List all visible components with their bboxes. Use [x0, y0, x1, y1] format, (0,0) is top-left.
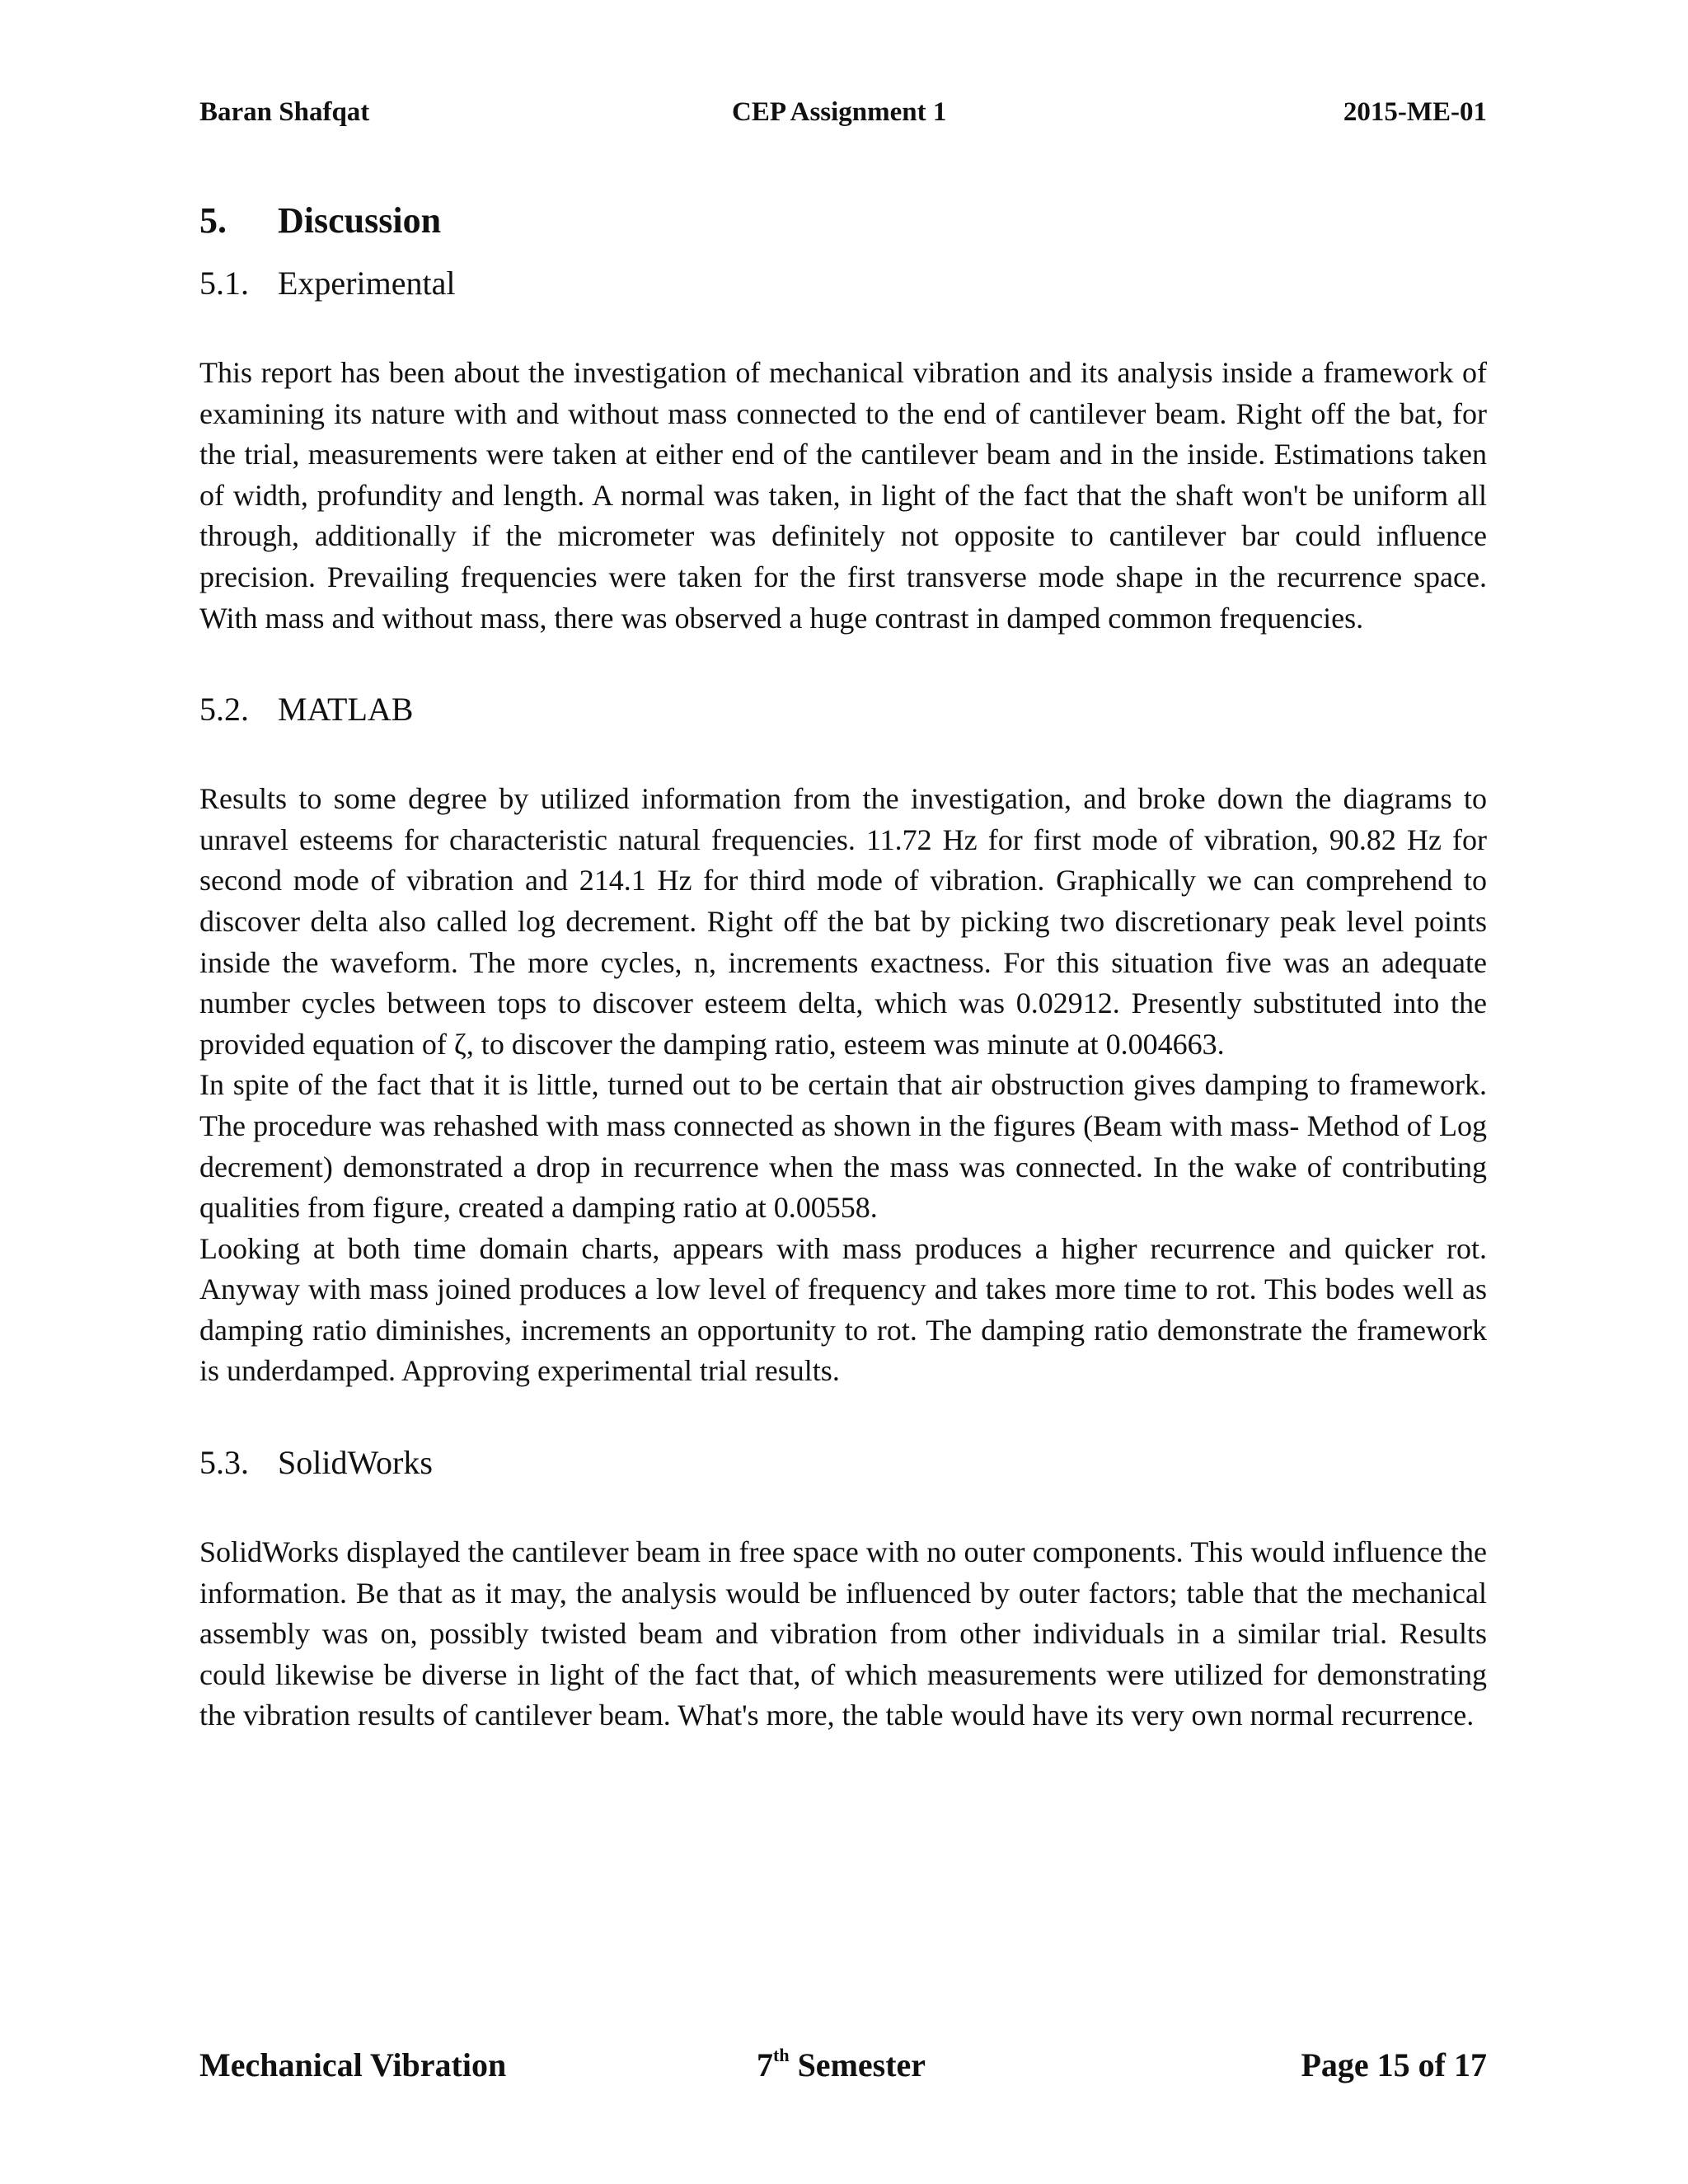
subsection-title: MATLAB: [278, 691, 414, 729]
footer-semester-number: 7: [757, 2046, 773, 2083]
footer-page-number: Page 15 of 17: [1301, 2046, 1487, 2083]
header-id: 2015-ME-01: [1343, 97, 1487, 127]
subsection-number: 5.1.: [199, 265, 249, 302]
subsection-title: SolidWorks: [278, 1444, 433, 1482]
page-footer: [199, 2046, 1487, 2084]
subsection-heading-matlab: [199, 688, 1487, 731]
paragraph-matlab-2: In spite of the fact that it is little, turned out to be certain that air obstruction gives damping to framework. The procedure was rehashed with mass connected as shown in the figures (Beam with mass- Method of Log decrement) demonstrated a drop in recurrence when the mass was connected. In the wake of contributing qualities from figure, created a damping ratio at 0.00558.: [199, 1068, 1487, 1225]
page-header: [199, 97, 1487, 128]
footer-semester-suffix: th: [773, 2045, 790, 2065]
paragraph-experimental: This report has been about the investigation of mechanical vibration and its analysis inside a framework of examining its nature with and without mass connected to the end of cantilever beam. Right off the bat, for the trial, measurements were taken at either end of the cantilever beam and in the inside. Estimations taken of width, profundity and length. A normal was taken, in light of the fact that the shaft won't be uniform all through, additionally if the micrometer was definitely not opposite to cantilever bar could influence precision. Prevailing frequencies were taken for the first transverse mode shape in the recurrence space. With mass and without mass, there was observed a huge contrast in damped common frequencies.: [199, 356, 1487, 635]
document-body: [199, 198, 1487, 1736]
section-number: 5.: [199, 200, 227, 241]
paragraph-matlab-1: Results to some degree by utilized information from the investigation, and broke down the diagrams to unravel esteems for characteristic natural frequencies. 11.72 Hz for first mode of vibration, 90.82 Hz for second mode of vibration and 214.1 Hz for third mode of vibration. Graphically we can comprehend to discover delta also called log decrement. Right off the bat by picking two discretionary peak level points inside the waveform. The more cycles, n, increments exactness. For this situation five was an adequate number cycles between tops to discover esteem delta, which was 0.02912. Presently substituted into the provided equation of ζ, to discover the damping ratio, esteem was minute at 0.004663.: [199, 782, 1487, 1061]
header-title: CEP Assignment 1: [732, 97, 947, 127]
subsection-title: Experimental: [278, 265, 456, 302]
paragraph-solidworks: SolidWorks displayed the cantilever beam in free space with no outer components. This would influence the information. Be that as it may, the analysis would be influenced by outer factors; table that the mechanical assembly was on, possibly twisted beam and vibration from other individuals in a similar trial. Results could likewise be diverse in light of the fact that, of which measurements were utilized for demonstrating the vibration results of cantilever beam. What's more, the table would have its very own normal recurrence.: [199, 1535, 1487, 1732]
subsection-heading-experimental: [199, 262, 1487, 305]
header-author: Baran Shafqat: [199, 97, 370, 127]
footer-course: Mechanical Vibration: [199, 2046, 507, 2083]
section-heading: [199, 198, 1487, 244]
paragraph-matlab-3: Looking at both time domain charts, appears with mass produces a higher recurrence and quicker rot. Anyway with mass joined produces a low level of frequency and takes more time to rot. This bodes well as damping ratio diminishes, increments an opportunity to rot. The damping ratio demonstrate the framework is underdamped. Approving experimental trial results.: [199, 1231, 1487, 1388]
subsection-number: 5.3.: [199, 1444, 249, 1482]
footer-semester-label: Semester: [789, 2046, 926, 2083]
subsection-number: 5.2.: [199, 691, 249, 729]
section-title: Discussion: [278, 200, 442, 241]
footer-semester: [757, 2046, 926, 2084]
subsection-heading-solidworks: [199, 1441, 1487, 1484]
